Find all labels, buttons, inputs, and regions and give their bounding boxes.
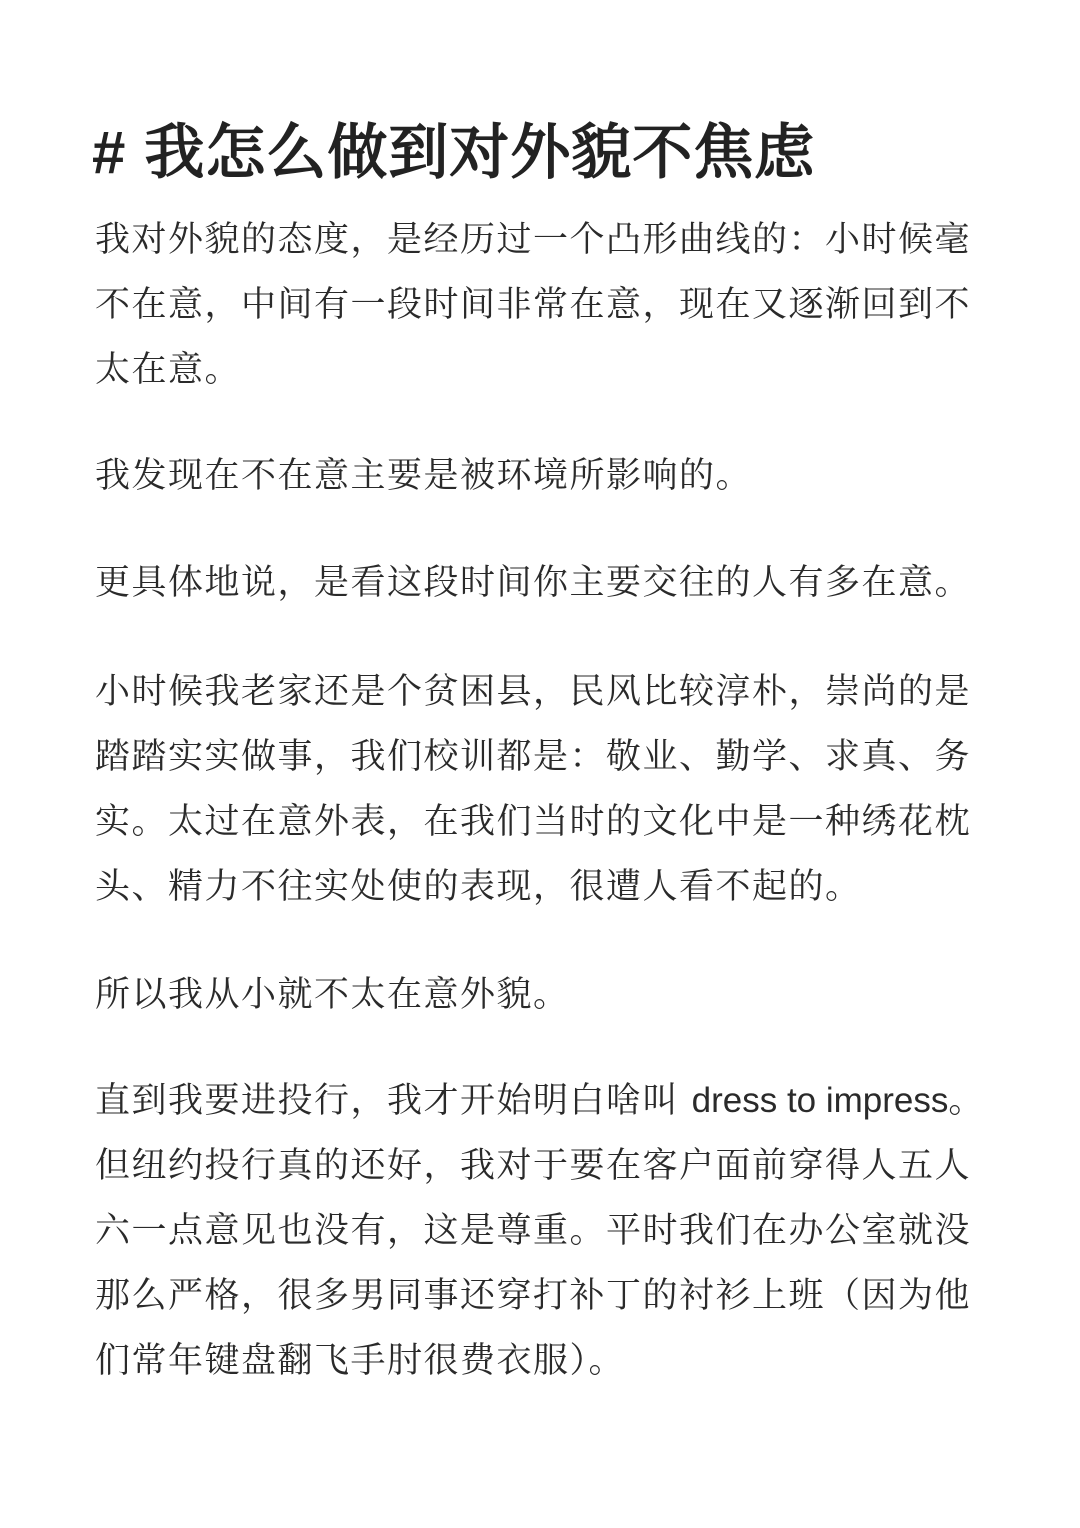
paragraph-line: 那么严格，很多男同事还穿打补丁的衬衫上班（因为他 (95, 1276, 972, 1316)
paragraph-hometown (95, 660, 975, 920)
line-prefix: 直到我要进投行，我才开始明白啥叫 (95, 1081, 692, 1121)
paragraph-line-first (95, 1068, 985, 1134)
paragraph-line: 更具体地说，是看这段时间你主要交往的人有多在意。 (95, 563, 972, 603)
paragraph-environment (95, 444, 975, 509)
paragraph-line: 踏踏实实做事，我们校训都是：敬业、勤学、求真、务 (95, 737, 972, 777)
paragraph-line: 不在意，中间有一段时间非常在意，现在又逐渐回到不 (95, 285, 972, 325)
paragraph-conclusion (95, 963, 975, 1028)
paragraph-specifically (95, 551, 975, 616)
english-phrase: dress to impress (691, 1081, 949, 1120)
paragraph-line: 实。太过在意外表，在我们当时的文化中是一种绣花枕 (95, 802, 972, 842)
paragraph-line: 们常年键盘翻飞手肘很费衣服）。 (95, 1341, 626, 1381)
article-title-text: 我怎么做到对外貌不焦虑 (144, 118, 816, 188)
paragraph-attitude-curve (95, 208, 975, 403)
paragraph-line: 太在意。 (95, 350, 242, 390)
paragraph-line: 头、精力不往实处使的表现，很遭人看不起的。 (95, 867, 862, 907)
hashtag-symbol: # (92, 119, 127, 186)
paragraph-line: 我发现在不在意主要是被环境所影响的。 (95, 456, 753, 496)
paragraph-line: 所以我从小就不太在意外貌。 (95, 975, 570, 1015)
line-suffix: 。 (948, 1081, 985, 1121)
paragraph-line: 小时候我老家还是个贫困县，民风比较淳朴，崇尚的是 (95, 672, 972, 712)
paragraph-investment-bank (95, 1068, 985, 1394)
paragraph-line: 我对外貌的态度，是经历过一个凸形曲线的：小时候毫 (95, 220, 972, 260)
paragraph-line: 六一点意见也没有，这是尊重。平时我们在办公室就没 (95, 1211, 972, 1251)
article-title (92, 110, 992, 196)
paragraph-line: 但纽约投行真的还好，我对于要在客户面前穿得人五人 (95, 1146, 972, 1186)
